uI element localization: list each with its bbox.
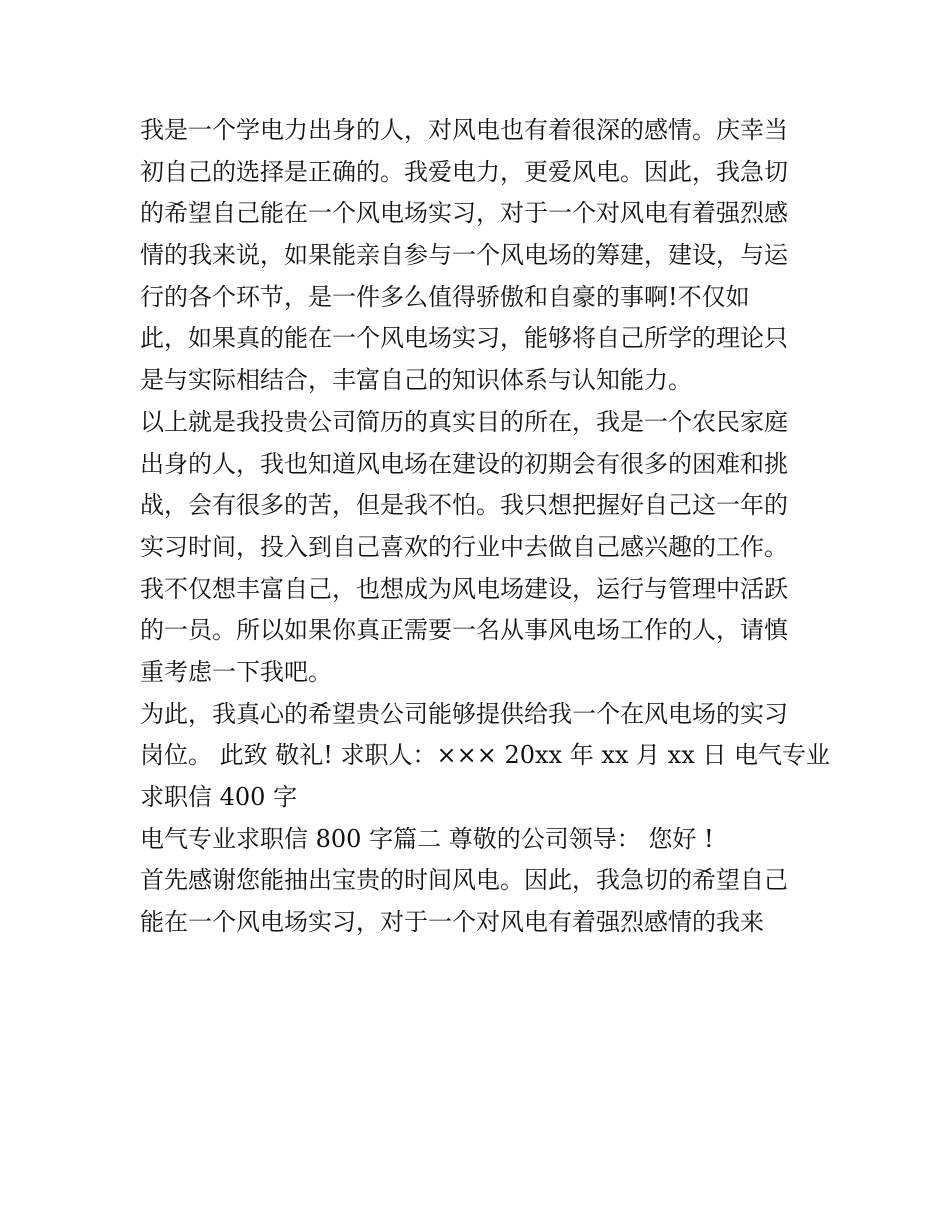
text-line: 岗位。 此致 敬礼! 求职人：××× 20xx 年 xx 月 xx 日 电气专业 — [140, 741, 831, 770]
text-line: 我不仅想丰富自己，也想成为风电场建设，运行与管理中活跃 — [140, 574, 788, 603]
text-line: 情的我来说，如果能亲自参与一个风电场的筹建，建设，与运 — [140, 241, 788, 270]
text-line: 的一员。所以如果你真正需要一名从事风电场工作的人，请慎 — [140, 616, 788, 645]
text-line: 是与实际相结合，丰富自己的知识体系与认知能力。 — [140, 366, 692, 395]
text-line: 以上就是我投贵公司简历的真实目的所在，我是一个农民家庭 — [140, 407, 788, 436]
text-line: 电气专业求职信 800 字篇二 尊敬的公司领导： 您好 ! — [140, 824, 714, 853]
text-line: 求职信 400 字 — [140, 783, 298, 811]
document-body — [140, 110, 831, 944]
text-line: 出身的人，我也知道风电场在建设的初期会有很多的困难和挑 — [140, 449, 788, 478]
text-line: 行的各个环节，是一件多么值得骄傲和自豪的事啊!不仅如 — [140, 282, 750, 311]
text-line: 此，如果真的能在一个风电场实习，能够将自己所学的理论只 — [140, 324, 788, 353]
text-line: 战，会有很多的苦，但是我不怕。我只想把握好自己这一年的 — [140, 491, 788, 520]
text-line: 我是一个学电力出身的人，对风电也有着很深的感情。庆幸当 — [140, 116, 788, 144]
text-line: 首先感谢您能抽出宝贵的时间风电。因此，我急切的希望自己 — [140, 866, 788, 895]
text-line: 为此，我真心的希望贵公司能够提供给我一个在风电场的实习 — [140, 699, 788, 728]
text-line: 初自己的选择是正确的。我爱电力，更爱风电。因此，我急切 — [140, 157, 788, 186]
text-line: 能在一个风电场实习，对于一个对风电有着强烈感情的我来 — [140, 908, 764, 937]
text-line: 的希望自己能在一个风电场实习，对于一个对风电有着强烈感 — [140, 199, 788, 228]
text-line: 实习时间，投入到自己喜欢的行业中去做自己感兴趣的工作。 — [140, 532, 788, 561]
text-line: 重考虑一下我吧。 — [140, 657, 332, 686]
